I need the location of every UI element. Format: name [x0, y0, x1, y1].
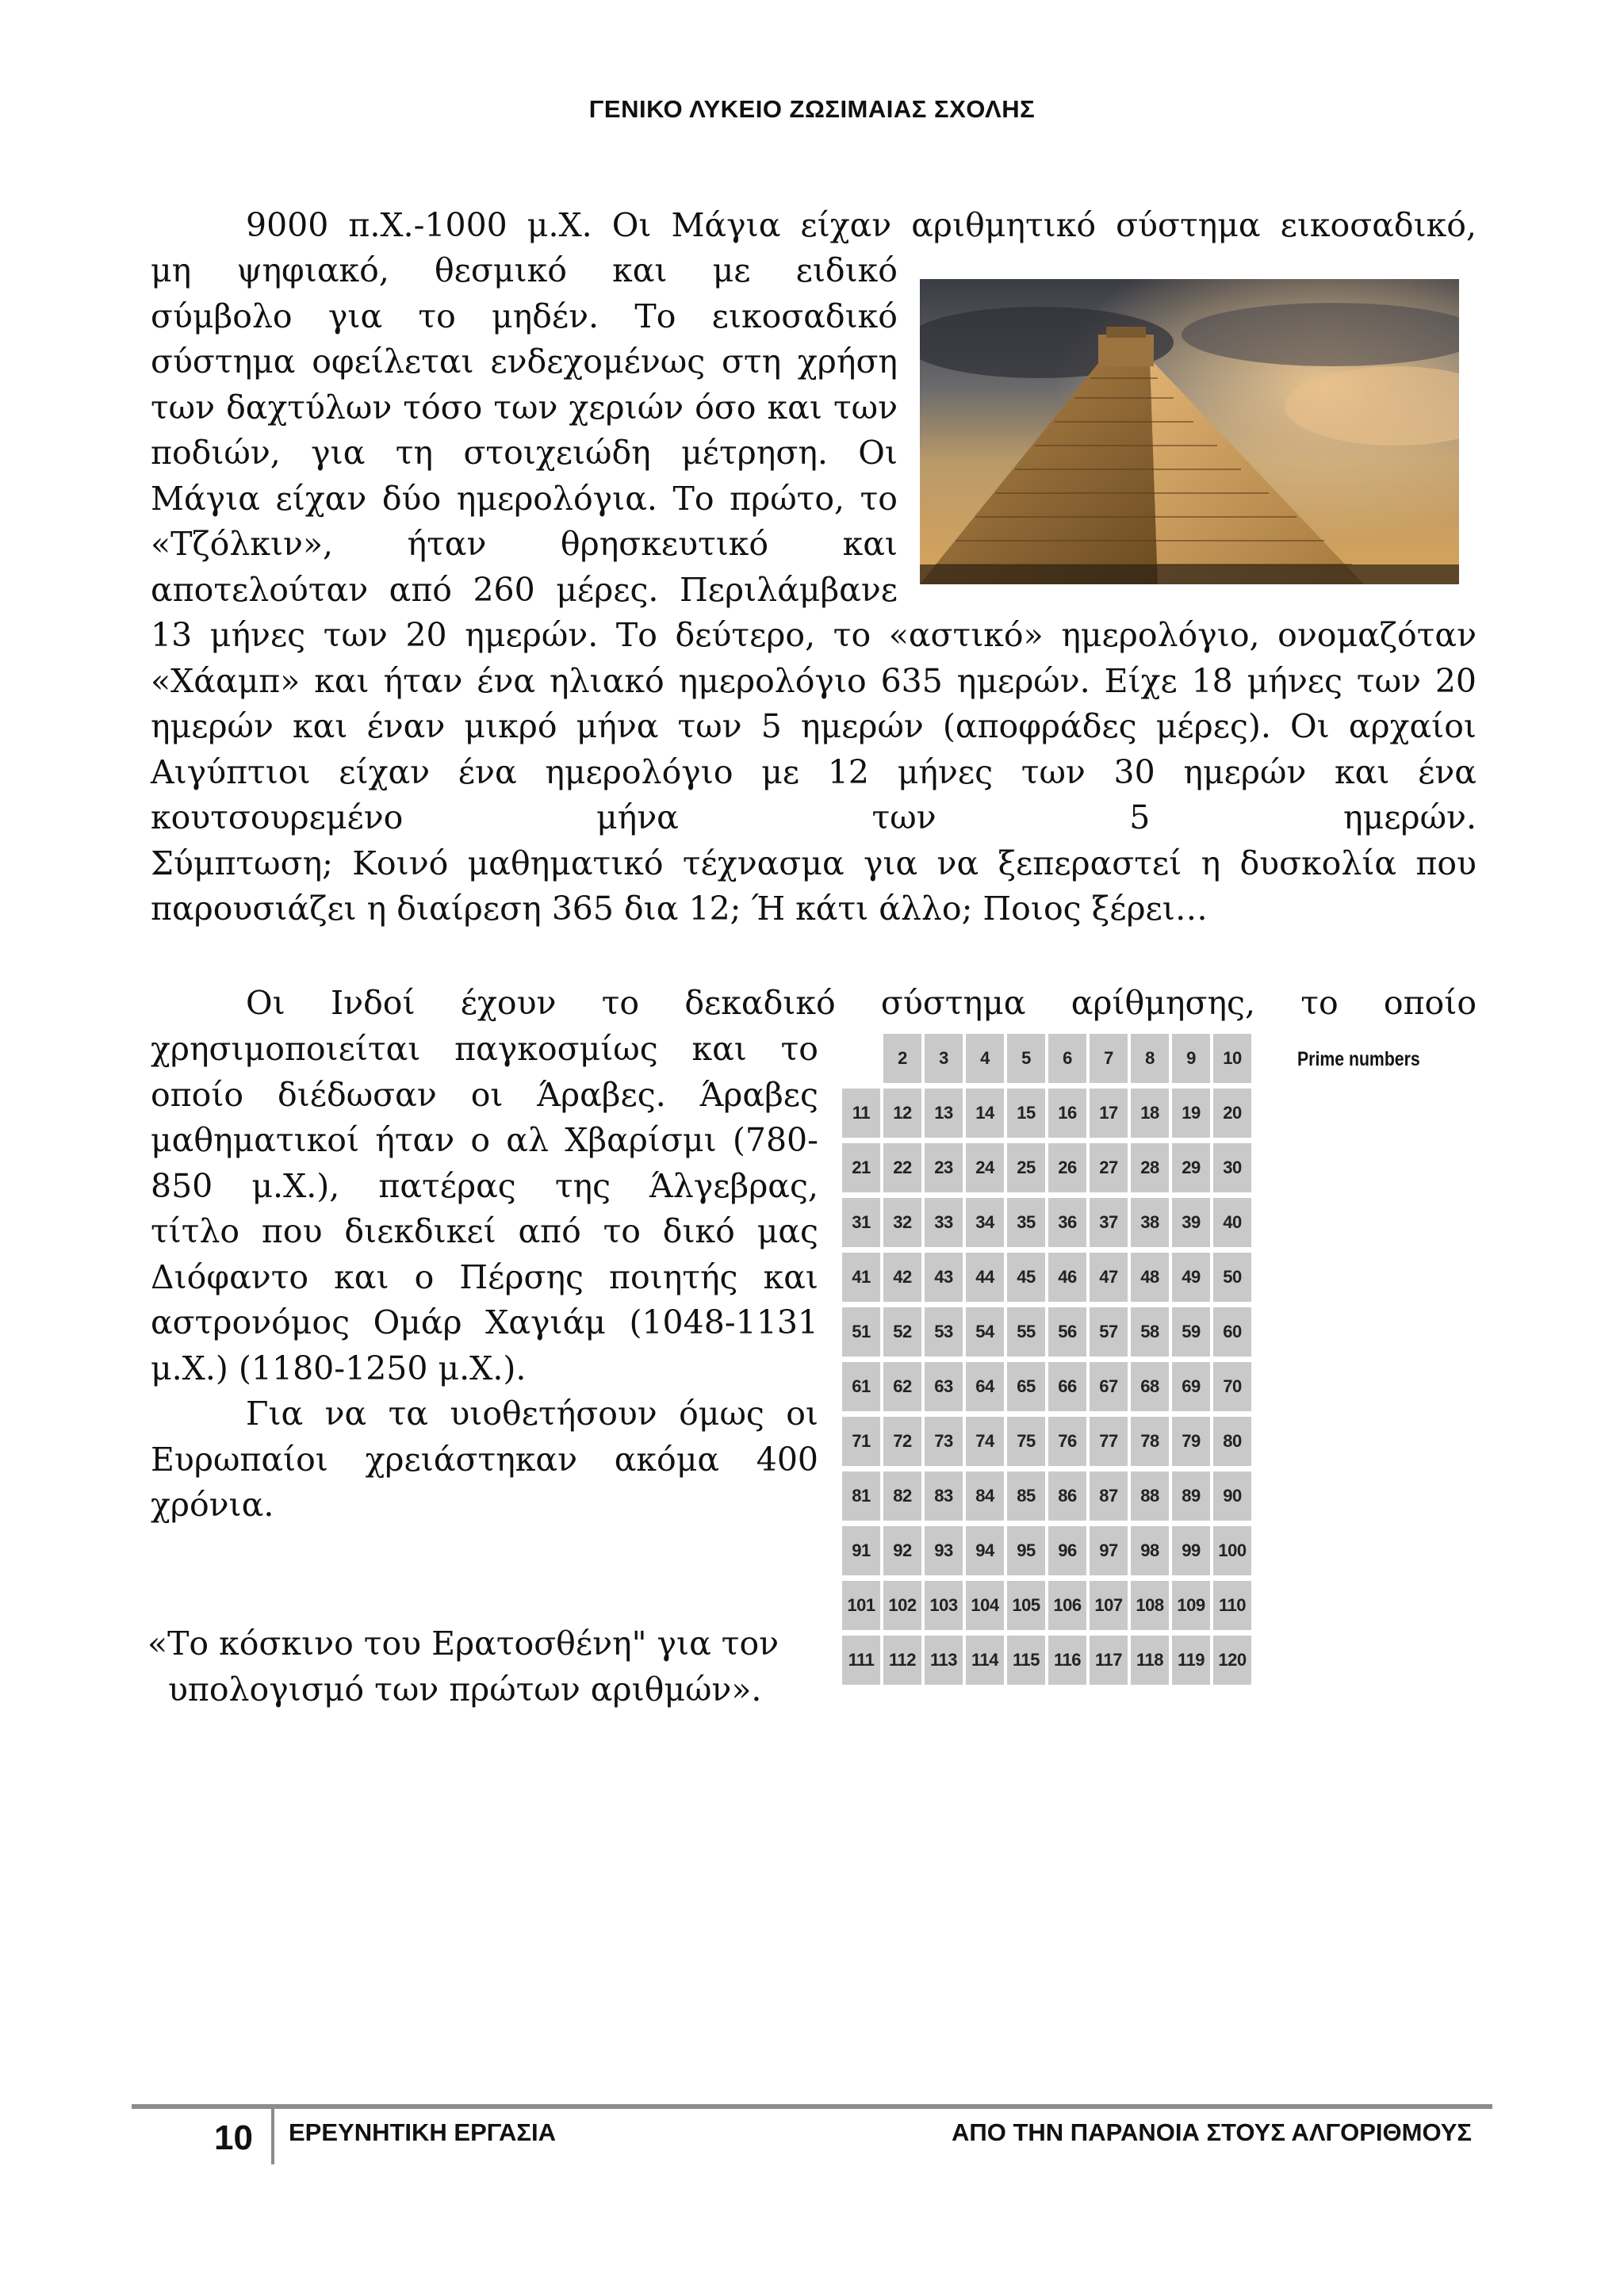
sieve-cell: 73	[925, 1417, 963, 1466]
sieve-cell: 100	[1213, 1526, 1251, 1575]
sieve-cell: 109	[1172, 1581, 1210, 1630]
sieve-cell: 4	[966, 1034, 1004, 1083]
sieve-cell: 33	[925, 1198, 963, 1247]
text-line: οποίο διέδωσαν οι Άραβες. Άραβες	[151, 1075, 818, 1114]
sieve-cell: 72	[883, 1417, 921, 1466]
footer-rule	[132, 2104, 1492, 2109]
sieve-cell: 111	[842, 1636, 880, 1685]
sieve-cell: 39	[1172, 1198, 1210, 1247]
sieve-cell: 52	[883, 1307, 921, 1357]
sieve-cell: 24	[966, 1143, 1004, 1192]
text-line: χρησιμοποιείται παγκοσμίως και το	[151, 1030, 818, 1068]
sieve-cell: 107	[1090, 1581, 1128, 1630]
sieve-cell: 34	[966, 1198, 1004, 1247]
text-line: «Τζόλκιν», ήταν θρησκευτικό και	[151, 525, 898, 563]
text-line: Ευρωπαίοι χρειάστηκαν ακόμα 400	[151, 1440, 818, 1479]
sieve-cell: 70	[1213, 1362, 1251, 1411]
sieve-cell: 45	[1007, 1253, 1045, 1302]
document-header: ΓΕΝΙΚΟ ΛΥΚΕΙΟ ΖΩΣΙΜΑΙΑΣ ΣΧΟΛΗΣ	[588, 95, 1036, 123]
sieve-cell: 30	[1213, 1143, 1251, 1192]
text-line: μαθηματικοί ήταν ο αλ Χβαρίσμι (780-	[151, 1121, 818, 1159]
text-line: χρόνια.	[151, 1486, 274, 1524]
sieve-cell: 53	[925, 1307, 963, 1357]
sieve-cell: 93	[925, 1526, 963, 1575]
sieve-cell: 57	[1090, 1307, 1128, 1357]
page-number: 10	[214, 2118, 253, 2157]
sieve-cell: 116	[1048, 1636, 1086, 1685]
footer-separator	[271, 2109, 274, 2164]
text-line: αστρονόμος Ομάρ Χαγιάμ (1048-1131	[151, 1303, 818, 1341]
sieve-cell: 110	[1213, 1581, 1251, 1630]
sieve-cell: 46	[1048, 1253, 1086, 1302]
text-line: «Χάαμπ» και ήταν ένα ηλιακό ημερολόγιο 635 ημερών. Είχε 18 μήνες των 20	[151, 661, 1477, 700]
sieve-cell: 13	[925, 1089, 963, 1138]
sieve-cell: 87	[1090, 1471, 1128, 1521]
sieve-cell: 58	[1131, 1307, 1169, 1357]
sieve-cell: 67	[1090, 1362, 1128, 1411]
sieve-cell: 17	[1090, 1089, 1128, 1138]
sieve-cell: 81	[842, 1471, 880, 1521]
sieve-cell: 114	[966, 1636, 1004, 1685]
sieve-cell: 97	[1090, 1526, 1128, 1575]
footer-right-title: ΑΠΟ ΤΗΝ ΠΑΡΑΝΟΙΑ ΣΤΟΥΣ ΑΛΓΟΡΙΘΜΟΥΣ	[951, 2118, 1472, 2146]
maya-first-line: 9000 π.Χ.-1000 μ.Χ. Οι Μάγια είχαν αριθμητικό σύστημα εικοσαδικό,	[246, 206, 1477, 244]
text-line: κουτσουρεμένο μήνα των 5 ημερών.	[151, 798, 1477, 836]
sieve-cell: 11	[842, 1089, 880, 1138]
text-line: ημερών και έναν μικρό μήνα των 5 ημερών (αποφράδες μέρες). Οι αρχαίοι	[151, 707, 1477, 745]
sieve-cell: 60	[1213, 1307, 1251, 1357]
sieve-cell: 27	[1090, 1143, 1128, 1192]
sieve-cell: 77	[1090, 1417, 1128, 1466]
sieve-cell: 65	[1007, 1362, 1045, 1411]
sieve-cell: 91	[842, 1526, 880, 1575]
sieve-cell: 9	[1172, 1034, 1210, 1083]
sieve-cell: 62	[883, 1362, 921, 1411]
maya-last-line: παρουσιάζει η διαίρεση 365 δια 12; Ή κάτι άλλο; Ποιος ξέρει…	[151, 890, 1208, 928]
text-line: τίτλο που διεκδικεί από το δικό μας	[151, 1212, 818, 1250]
sieve-cell: 95	[1007, 1526, 1045, 1575]
sieve-cell: 104	[966, 1581, 1004, 1630]
sieve-cell: 18	[1131, 1089, 1169, 1138]
sieve-cell: 37	[1090, 1198, 1128, 1247]
sieve-cell: 2	[883, 1034, 921, 1083]
sieve-cell: 29	[1172, 1143, 1210, 1192]
sieve-cell: 28	[1131, 1143, 1169, 1192]
text-line: μ.Χ.) (1180-1250 μ.Χ.).	[151, 1349, 527, 1387]
sieve-cell: 98	[1131, 1526, 1169, 1575]
sieve-cell: 47	[1090, 1253, 1128, 1302]
sieve-cell: 119	[1172, 1636, 1210, 1685]
sieve-cell: 102	[883, 1581, 921, 1630]
sieve-cell: 79	[1172, 1417, 1210, 1466]
sieve-cell: 55	[1007, 1307, 1045, 1357]
sieve-cell: 86	[1048, 1471, 1086, 1521]
sieve-cell: 85	[1007, 1471, 1045, 1521]
sieve-cell: 56	[1048, 1307, 1086, 1357]
sieve-cell: 54	[966, 1307, 1004, 1357]
sieve-cell: 3	[925, 1034, 963, 1083]
sieve-cell: 99	[1172, 1526, 1210, 1575]
sieve-cell: 25	[1007, 1143, 1045, 1192]
sieve-cell: 40	[1213, 1198, 1251, 1247]
footer-left-title: ΕΡΕΥΝΗΤΙΚΗ ΕΡΓΑΣΙΑ	[289, 2118, 557, 2146]
sieve-cell: 64	[966, 1362, 1004, 1411]
sieve-cell: 89	[1172, 1471, 1210, 1521]
sieve-cell: 32	[883, 1198, 921, 1247]
sieve-cell: 96	[1048, 1526, 1086, 1575]
sieve-cell: 71	[842, 1417, 880, 1466]
sieve-cell: 59	[1172, 1307, 1210, 1357]
sieve-cell: 69	[1172, 1362, 1210, 1411]
pyramid-photo	[920, 279, 1459, 584]
sieve-cell: 92	[883, 1526, 921, 1575]
sieve-cell: 36	[1048, 1198, 1086, 1247]
caption-line-1: «Το κόσκινο του Ερατοσθένη" για τον	[147, 1624, 779, 1663]
sieve-cell: 44	[966, 1253, 1004, 1302]
text-line: Σύμπτωση; Κοινό μαθηματικό τέχνασμα για να ξεπεραστεί η δυσκολία που	[151, 844, 1477, 882]
sieve-cell: 20	[1213, 1089, 1251, 1138]
sieve-cell: 83	[925, 1471, 963, 1521]
sieve-cell: 19	[1172, 1089, 1210, 1138]
text-line: Αιγύπτιοι είχαν ένα ημερολόγιο με 12 μήνες των 30 ημερών και ένα	[151, 752, 1477, 791]
sieve-cell: 84	[966, 1471, 1004, 1521]
text-line: ποδιών, για τη στοιχειώδη μέτρηση. Οι	[151, 434, 898, 472]
text-line: Μάγια είχαν δύο ημερολόγια. Το πρώτο, το	[151, 479, 898, 518]
sieve-cell: 94	[966, 1526, 1004, 1575]
sieve-cell: 7	[1090, 1034, 1128, 1083]
sieve-cell: 35	[1007, 1198, 1045, 1247]
text-line: Διόφαντο και ο Πέρσης ποιητής και	[151, 1257, 818, 1296]
sieve-cell: 22	[883, 1143, 921, 1192]
decimal-wrap-text	[151, 1027, 818, 1529]
sieve-cell: 8	[1131, 1034, 1169, 1083]
sieve-cell: 10	[1213, 1034, 1251, 1083]
text-line: μη ψηφιακό, θεσμικό και με ειδικό	[151, 251, 898, 289]
sieve-cell: 61	[842, 1362, 880, 1411]
sieve-cell: 21	[842, 1143, 880, 1192]
text-line: σύστημα οφείλεται ενδεχομένως στη χρήση	[151, 342, 898, 381]
sieve-cell: 5	[1007, 1034, 1045, 1083]
sieve-cell: 31	[842, 1198, 880, 1247]
sieve-cell: 88	[1131, 1471, 1169, 1521]
sieve-cell: 105	[1007, 1581, 1045, 1630]
text-line: των δαχτύλων τόσο των χεριών όσο και των	[151, 388, 898, 427]
decimal-first-line: Οι Ινδοί έχουν το δεκαδικό σύστημα αρίθμησης, το οποίο	[246, 984, 1477, 1022]
sieve-cell: 48	[1131, 1253, 1169, 1302]
text-line: αποτελούταν από 260 μέρες. Περιλάμβανε	[151, 570, 898, 609]
sieve-cell: 68	[1131, 1362, 1169, 1411]
sieve-cell: 14	[966, 1089, 1004, 1138]
sieve-cell: 76	[1048, 1417, 1086, 1466]
text-line: 850 μ.Χ.), πατέρας της Άλγεβρας,	[151, 1166, 818, 1205]
sieve-cell: 101	[842, 1581, 880, 1630]
caption-line-2: υπολογισμό των πρώτων αριθμών».	[168, 1670, 762, 1709]
sieve-cell: 120	[1213, 1636, 1251, 1685]
sieve-cell: 16	[1048, 1089, 1086, 1138]
sieve-cell: 50	[1213, 1253, 1251, 1302]
pyramid-icon	[920, 279, 1459, 584]
sieve-cell: 118	[1131, 1636, 1169, 1685]
sieve-cell: 82	[883, 1471, 921, 1521]
sieve-cell: 115	[1007, 1636, 1045, 1685]
sieve-cell: 113	[925, 1636, 963, 1685]
sieve-cell: 117	[1090, 1636, 1128, 1685]
sieve-cell: 106	[1048, 1581, 1086, 1630]
sieve-caption	[147, 1621, 779, 1712]
sieve-cell: 15	[1007, 1089, 1045, 1138]
sieve-cell: 75	[1007, 1417, 1045, 1466]
text-line: 13 μήνες των 20 ημερών. Το δεύτερο, το «αστικό» ημερολόγιο, ονομαζόταν	[151, 616, 1477, 654]
sieve-cell: 23	[925, 1143, 963, 1192]
sieve-cell: 90	[1213, 1471, 1251, 1521]
sieve-cell: 103	[925, 1581, 963, 1630]
sieve-cell: 74	[966, 1417, 1004, 1466]
maya-full-text	[151, 613, 1477, 886]
sieve-cell: 38	[1131, 1198, 1169, 1247]
sieve-cell: 12	[883, 1089, 921, 1138]
sieve-cell: 80	[1213, 1417, 1251, 1466]
sieve-cell: 108	[1131, 1581, 1169, 1630]
sieve-cell: 112	[883, 1636, 921, 1685]
sieve-cell: 41	[842, 1253, 880, 1302]
sieve-cell: 51	[842, 1307, 880, 1357]
sieve-cell: 49	[1172, 1253, 1210, 1302]
sieve-cell: 63	[925, 1362, 963, 1411]
sieve-cell: 43	[925, 1253, 963, 1302]
text-line: σύμβολο για το μηδέν. Το εικοσαδικό	[151, 297, 898, 335]
sieve-cell: 6	[1048, 1034, 1086, 1083]
maya-wrap-text	[151, 248, 898, 613]
sieve-cell: 66	[1048, 1362, 1086, 1411]
prime-numbers-label: Prime numbers	[1297, 1048, 1420, 1070]
text-line: Για να τα υιοθετήσουν όμως οι	[246, 1395, 818, 1433]
sieve-cell: 26	[1048, 1143, 1086, 1192]
sieve-cell: 78	[1131, 1417, 1169, 1466]
sieve-cell: 42	[883, 1253, 921, 1302]
